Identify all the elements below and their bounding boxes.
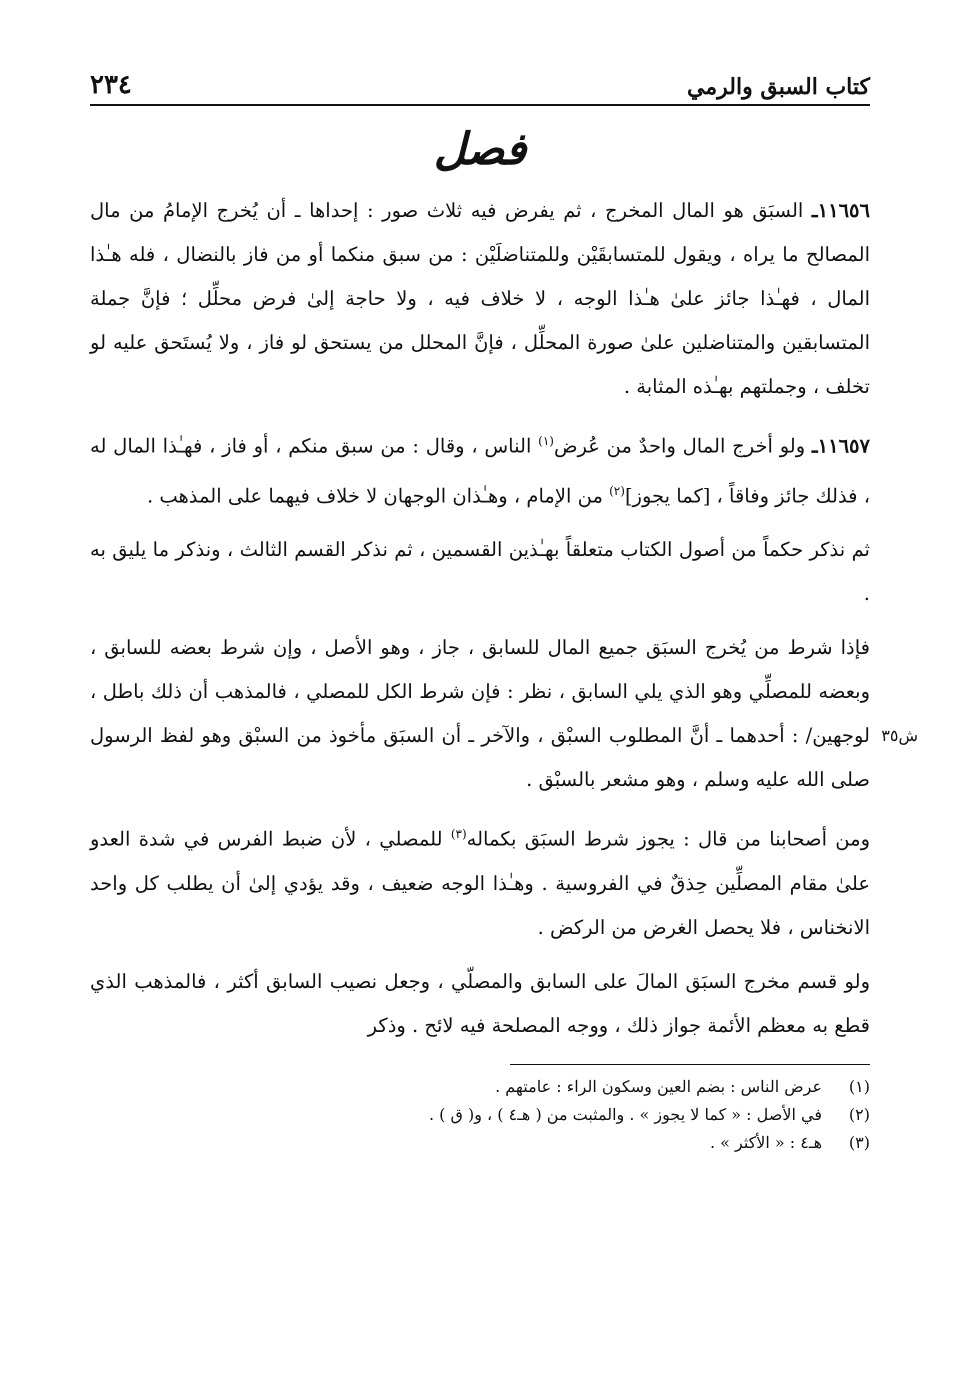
manuscript-folio-marker: ش٣٥ xyxy=(881,726,918,745)
footnote-divider xyxy=(510,1064,870,1065)
paragraph xyxy=(90,528,870,616)
paragraph-11656 xyxy=(90,189,870,409)
footnote-ref[interactable]: (١) xyxy=(538,434,554,448)
footnote xyxy=(90,1073,870,1101)
paragraph-text: ولو قسم مخرج السبَق المالَ على السابق والمصلّي ، وجعل نصيب السابق أكثر ، فالمذهب الذي قطع به معظم الأئمة جواز ذلك ، ووجه المصلحة فيه لائح . وذكر xyxy=(90,969,870,1037)
paragraph-text: ولو أخرج المال واحدٌ من عُرض xyxy=(553,434,806,458)
page-number: ٢٣٤ xyxy=(90,70,132,100)
footnote xyxy=(90,1129,870,1157)
paragraph-text: الناس ، وقال : من سبق منكم ، أو فاز ، فهـٰذا المال له ، فذلك جائز وفاقاً ، [كما يجوز] xyxy=(90,434,870,507)
paragraph-text: السبَق هو المال المخرج ، ثم يفرض فيه ثلاث صور : إحداها ـ أن يُخرج الإمامُ من مال المصالح ما يراه ، ويقول للمتسابقَيْن وللمتناضلَيْن : من سبق منكما أو من فاز بالنضال ، فله هـٰذا المال ، فهـٰذا جائز علىٰ هـٰذا الوجه ، لا خلاف فيه ، ولا حاجة إلىٰ فرض محلِّل ؛ فإنَّ جملة المتسابقين والمتناضلين علىٰ صورة المحلِّل ، فإنَّ المحلل من يستحق لو فاز ، ولا يُستَحق عليه لو تخلف ، وجملتهم بهـٰذه المثابة . xyxy=(90,199,870,398)
footnote-number: (٢) xyxy=(848,1104,870,1124)
section-title: فصل xyxy=(433,124,527,175)
page xyxy=(90,70,918,1157)
footnote-text: عرض الناس : بضم العين وسكون الراء : عامتهم . xyxy=(495,1076,822,1096)
paragraph-text: ثم نذكر حكماً من أصول الكتاب متعلقاً بهـٰذين القسمين ، ثم نذكر القسم الثالث ، ونذكر ما يليق به . xyxy=(90,538,870,605)
paragraph-text: فإذا شرط من يُخرج السبَق جميع المال للسابق ، جاز ، وهو الأصل ، وإن شرط بعضه للسابق ، وبعضه للمصلِّي وهو الذي يلي السابق ، نظر : فإن شرط الكل للمصلي ، فالمذهب أن ذلك باطل ، لوجهين/ : أحدهما ـ أنَّ المطلوب السبْق ، والآخر ـ أن السبَق مأخوذ من السبْق وهو لفظ الرسول صلى الله عليه وسلم ، وهو مشعر بالسبْق . xyxy=(90,636,870,791)
footnote-number: (٣) xyxy=(848,1132,870,1152)
running-header xyxy=(90,70,870,106)
paragraph-number: ١١٦٥٦ـ xyxy=(811,199,870,222)
footnote xyxy=(90,1101,870,1129)
footnote-number: (١) xyxy=(848,1076,870,1096)
footnote-ref[interactable]: (٣) xyxy=(450,827,467,841)
footnote-text: هـ٤ : « الأكثر » . xyxy=(709,1132,822,1152)
paragraph-number: ١١٦٥٧ـ xyxy=(811,434,870,458)
paragraph-text: من الإمام ، وهـٰذان الوجهان لا خلاف فيهما على المذهب . xyxy=(146,484,610,507)
paragraph xyxy=(90,812,870,950)
footnote-ref[interactable]: (٢) xyxy=(609,483,625,498)
footnotes xyxy=(90,1073,870,1157)
paragraph-text: ومن أصحابنا من قال : يجوز شرط السبَق بكماله xyxy=(466,827,870,851)
footnote-text: في الأصل : « كما لا يجوز » . والمثبت من ( هـ٤ ) ، و( ق ) . xyxy=(429,1104,822,1124)
paragraph-text: للمصلي ، لأن ضبط الفرس في شدة العدو علىٰ مقام المصلِّين حِذقٌ في الفروسية . وهـٰذا الوجه ضعيف ، وقد يؤدي إلىٰ أن يطلب كل واحد الانخناس ، فلا يحصل الغرض من الركض . xyxy=(90,827,870,939)
paragraph xyxy=(90,626,918,802)
book-title: كتاب السبق والرمي xyxy=(687,74,870,100)
paragraph xyxy=(90,960,870,1048)
paragraph-11657 xyxy=(90,419,870,518)
